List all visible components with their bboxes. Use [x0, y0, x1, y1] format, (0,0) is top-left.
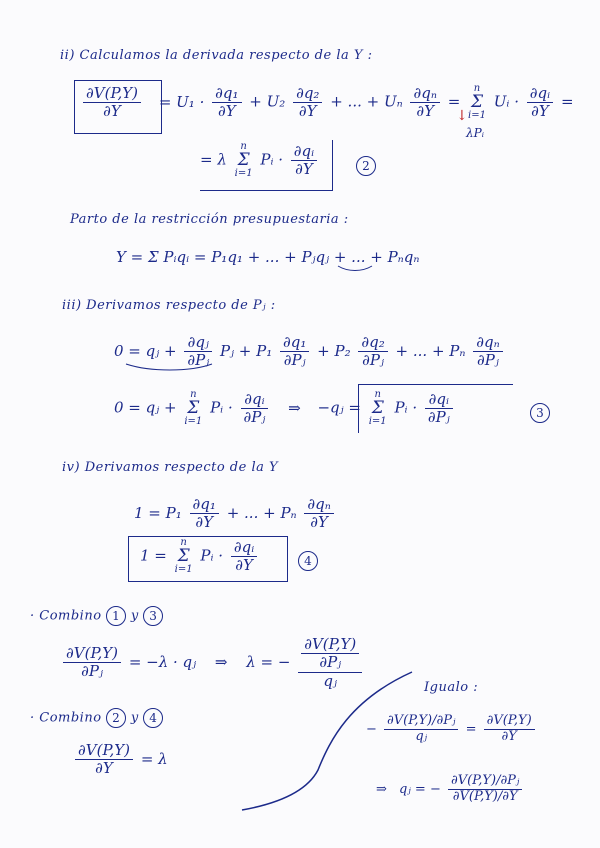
- equation-7: $\frac{\partial V(P,Y)}{\text{∂Pⱼ}}$ = −λ · qⱼ ⇒ λ = − $\frac{\frac{\partial V(P,Y)}{\text{∂Pⱼ}}}{\text{qⱼ}}$: [60, 636, 365, 690]
- arrow-annotation: λPᵢ: [466, 126, 485, 140]
- summation-symbol: n Σ i=1: [468, 83, 486, 121]
- equation-number-2: 2: [356, 155, 376, 176]
- equation-3: 0 = qⱼ + $\frac{\text{∂qⱼ}}{\text{∂Pⱼ}}$ Pⱼ + P₁ $\frac{\text{∂q₁}}{\text{∂Pⱼ}}$ + P₂ $\frac{\text{∂q₂}}{\text{∂Pⱼ}}$ + ... + Pₙ $\frac{\text{∂qₙ}}{\text{∂Pⱼ}}$: [114, 334, 506, 370]
- equation-8: $\frac{\partial V(P,Y)}{\partial Y}$ = λ: [72, 742, 168, 778]
- equation-2: = λ n Σ i=1 Pᵢ · $\frac{\text{∂qᵢ}}{\partial Y}$: [200, 142, 320, 179]
- restriction-equation: Y = Σ Pᵢqᵢ = P₁q₁ + ... + Pⱼqⱼ + ... + Pₙqₙ: [116, 248, 420, 266]
- section-iii-title: iii) Derivamos respecto de Pⱼ :: [62, 298, 276, 313]
- equation-number-3: 3: [530, 402, 550, 423]
- red-arrow-icon: ↓: [456, 108, 468, 124]
- equation-9: − $\frac{\text{∂V(P,Y)/∂Pⱼ}}{\text{qⱼ}}$ = $\frac{\partial V(P,Y)}{\partial Y}$: [366, 714, 538, 745]
- igualo-label: Igualo :: [424, 680, 479, 695]
- combine-2-4: · Combino 2 y 4: [30, 708, 163, 728]
- restriction-title: Parto de la restricción presupuestaria :: [70, 212, 349, 227]
- equation-number-4: 4: [298, 550, 318, 571]
- section-ii-title: ii) Calculamos la derivada respecto de la Y :: [60, 48, 373, 63]
- equation-1: $\frac{\partial V(P,Y)}{\partial Y}$ = U₁ · $\frac{\text{∂q₁}}{\partial Y}$ + U₂ $\frac{\text{∂q₂}}{\partial Y}$ + ... + Uₙ $\frac{\text{∂qₙ}}{\partial Y}$ = n Σ i=1 Uᵢ · $\frac{\text{∂qᵢ}}{\partial Y}$ =: [80, 84, 574, 121]
- equation-6: 1 = n Σ i=1 Pᵢ · $\frac{\text{∂qᵢ}}{\partial Y}$: [140, 538, 260, 575]
- section-iv-title: iv) Derivamos respecto de la Y: [62, 460, 279, 475]
- equation-10: ⇒ qⱼ = − $\frac{\text{∂V(P,Y)/∂Pⱼ}}{\partial V(P,Y)/\partial Y}$: [376, 774, 525, 805]
- fraction-dv-dy: $\frac{\partial V(P,Y)}{\partial Y}$: [83, 85, 141, 121]
- combine-1-3: · Combino 1 y 3: [30, 606, 163, 626]
- equation-4: 0 = qⱼ + n Σ i=1 Pᵢ · $\frac{\text{∂qᵢ}}{\text{∂Pⱼ}}$ ⇒ −qⱼ = n Σ i=1 Pᵢ · $\frac{\text{∂qᵢ}}{\text{∂Pⱼ}}$: [114, 390, 456, 427]
- equation-5: 1 = P₁ $\frac{\text{∂q₁}}{\partial Y}$ + ... + Pₙ $\frac{\text{∂qₙ}}{\partial Y}$: [134, 496, 337, 532]
